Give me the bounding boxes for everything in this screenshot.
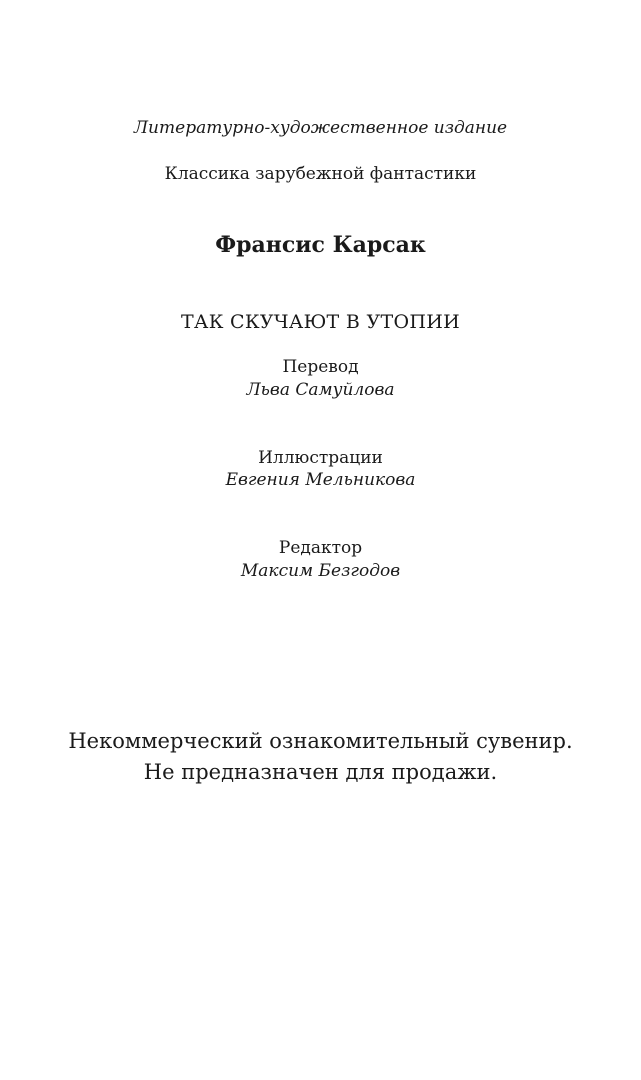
book-title: ТАК СКУЧАЮТ В УТОПИИ	[181, 311, 460, 333]
editor-label: Редактор	[278, 538, 363, 558]
illustrator-name: Евгения Мельникова	[225, 470, 416, 490]
notice-line-2: Не предназначен для продажи.	[143, 760, 498, 784]
series-name: Классика зарубежной фантастики	[164, 164, 477, 184]
illustrations-label: Иллюстрации	[258, 448, 383, 468]
translation-label: Перевод	[282, 357, 359, 377]
translator-name: Льва Самуйлова	[246, 380, 395, 400]
author-name: Франсис Карсак	[215, 232, 426, 258]
genre-label: Литературно-художественное издание	[133, 118, 508, 138]
editor-name: Максим Безгодов	[240, 561, 401, 581]
notice-line-1: Некоммерческий ознакомительный сувенир.	[68, 729, 573, 753]
